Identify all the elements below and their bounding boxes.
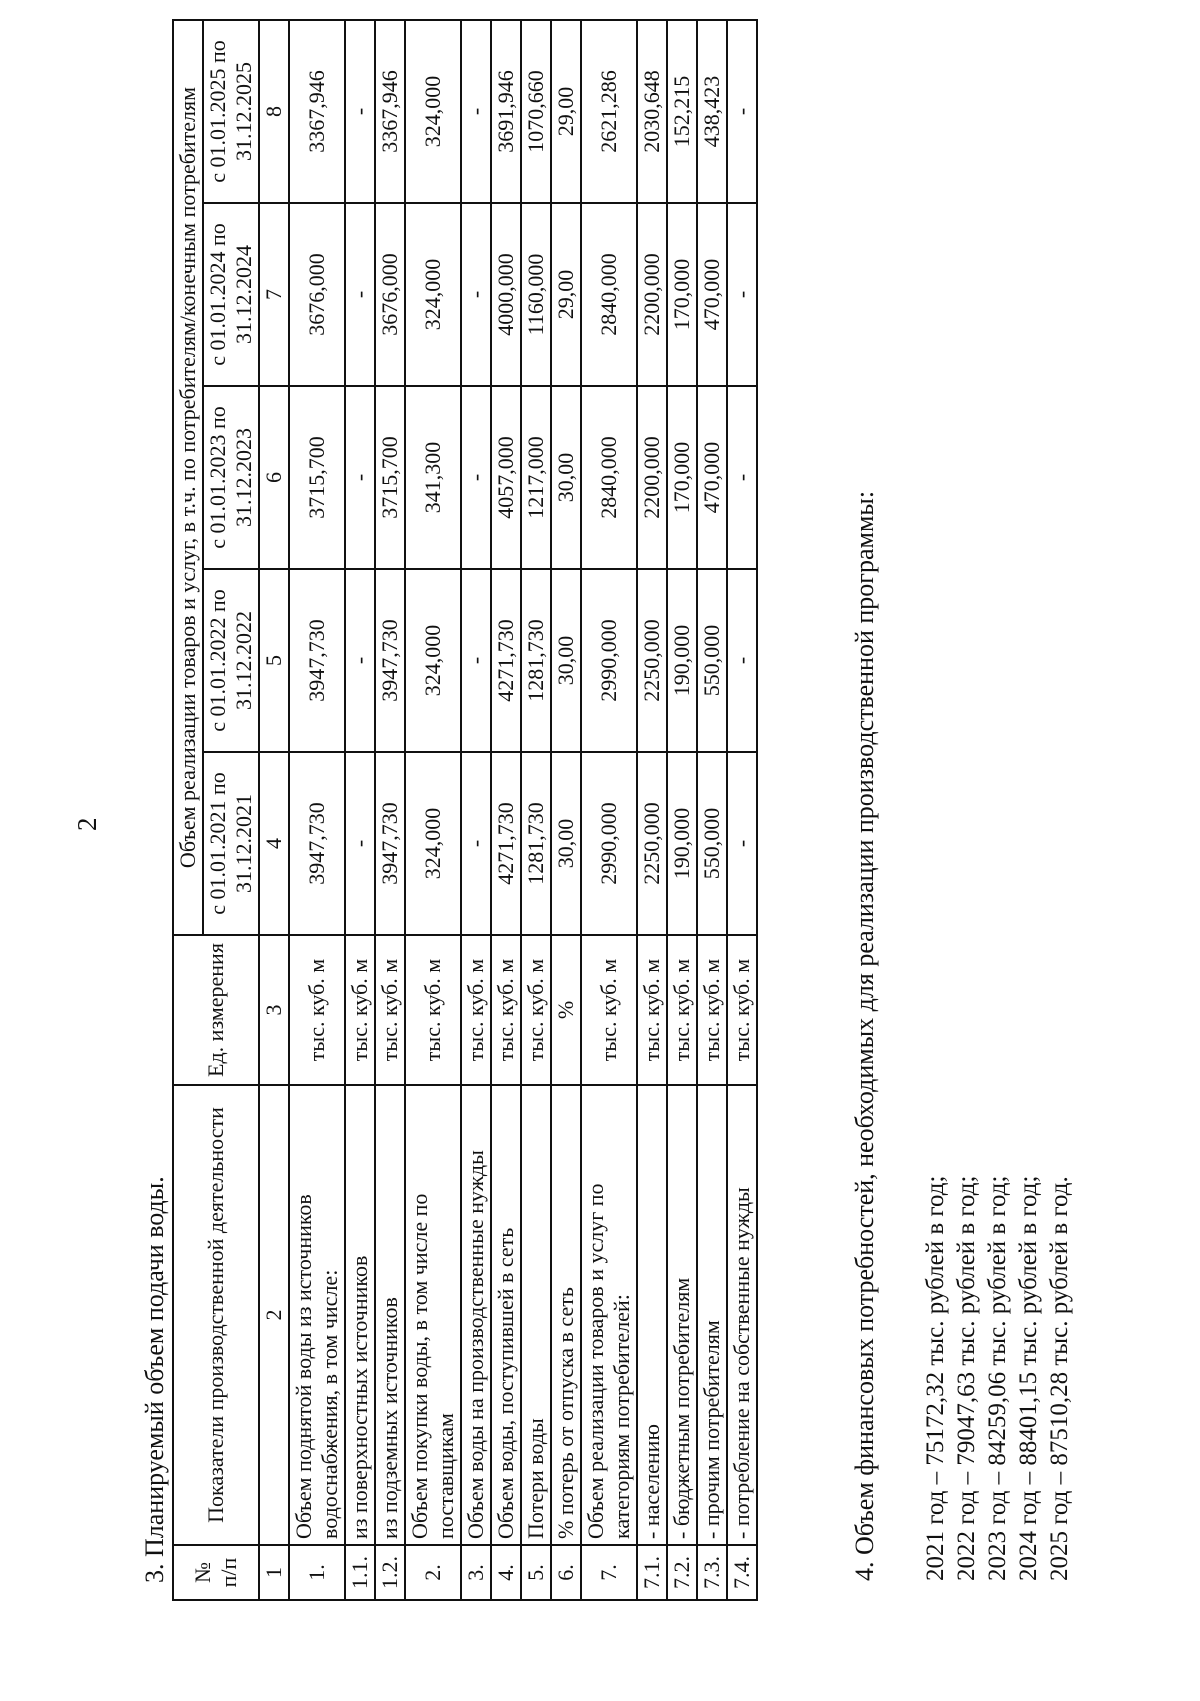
row-indicator: Объем воды, поступившей в сеть bbox=[491, 1085, 521, 1545]
row-value: 29,00 bbox=[551, 20, 581, 203]
row-unit: тыс. куб. м bbox=[461, 935, 491, 1085]
row-indicator: Объем воды на производственные нужды bbox=[461, 1085, 491, 1545]
row-value: 3947,730 bbox=[375, 752, 405, 935]
row-unit: тыс. куб. м bbox=[727, 935, 757, 1085]
row-value: 2030,648 bbox=[637, 20, 667, 203]
row-value: 30,00 bbox=[551, 569, 581, 752]
financial-needs-list bbox=[920, 1176, 1075, 1581]
table-row bbox=[637, 20, 667, 1600]
section-4-title: 4. Объем финансовых потребностей, необходимых для реализации производственной программы: bbox=[850, 490, 879, 1581]
table-row bbox=[521, 20, 551, 1600]
row-value: - bbox=[727, 203, 757, 386]
table-row bbox=[345, 20, 375, 1600]
row-unit: тыс. куб. м bbox=[637, 935, 667, 1085]
page-number: 2 bbox=[72, 817, 102, 831]
row-value: 1160,000 bbox=[521, 203, 551, 386]
row-value: 341,300 bbox=[405, 386, 461, 569]
financial-line-2021: 2021 год – 75172,32 тыс. рублей в год; bbox=[922, 1175, 949, 1581]
row-value: 3715,700 bbox=[289, 386, 345, 569]
table-body bbox=[289, 20, 757, 1600]
row-value: 2990,000 bbox=[581, 752, 637, 935]
row-unit: тыс. куб. м bbox=[375, 935, 405, 1085]
row-value: - bbox=[461, 203, 491, 386]
row-number: 6. bbox=[551, 1545, 581, 1600]
row-value: - bbox=[461, 20, 491, 203]
row-value: 3947,730 bbox=[375, 569, 405, 752]
row-indicator: Объем реализации товаров и услуг по категориям потребителей: bbox=[581, 1085, 637, 1545]
row-value: 3676,000 bbox=[289, 203, 345, 386]
row-indicator: Объем поднятой воды из источников водоснабжения, в том числе: bbox=[289, 1085, 345, 1545]
row-value: 2250,000 bbox=[637, 752, 667, 935]
table-row bbox=[461, 20, 491, 1600]
column-index: 7 bbox=[259, 203, 289, 386]
row-value: 152,215 bbox=[667, 20, 697, 203]
row-value: 1281,730 bbox=[521, 569, 551, 752]
row-number: 5. bbox=[521, 1545, 551, 1600]
table-row bbox=[405, 20, 461, 1600]
table-row bbox=[551, 20, 581, 1600]
row-number: 1.1. bbox=[345, 1545, 375, 1600]
row-number: 7.1. bbox=[637, 1545, 667, 1600]
column-index-row bbox=[259, 20, 289, 1600]
column-index: 6 bbox=[259, 386, 289, 569]
row-indicator: Потери воды bbox=[521, 1085, 551, 1545]
row-value: 4271,730 bbox=[491, 569, 521, 752]
row-indicator: Объем покупки воды, в том числе по поставщикам bbox=[405, 1085, 461, 1545]
row-number: 1.2. bbox=[375, 1545, 405, 1600]
row-value: 324,000 bbox=[405, 752, 461, 935]
row-value: 30,00 bbox=[551, 752, 581, 935]
row-indicator: из подземных источников bbox=[375, 1085, 405, 1545]
row-value: - bbox=[727, 752, 757, 935]
header-period-2021: с 01.01.2021 по 31.12.2021 bbox=[203, 752, 259, 935]
row-value: 324,000 bbox=[405, 569, 461, 752]
row-value: 2200,000 bbox=[637, 203, 667, 386]
row-value: 1070,660 bbox=[521, 20, 551, 203]
row-number: 7.4. bbox=[727, 1545, 757, 1600]
header-group: Объем реализации товаров и услуг, в т.ч. по потребителям/конечным потребителям bbox=[173, 20, 203, 935]
table-row bbox=[289, 20, 345, 1600]
row-value: 2990,000 bbox=[581, 569, 637, 752]
section-3-title: 3. Планируемый объем подачи воды. bbox=[140, 1176, 169, 1583]
financial-line-2023: 2023 год – 84259,06 тыс. рублей в год; bbox=[984, 1175, 1011, 1581]
row-value: 470,000 bbox=[697, 386, 727, 569]
header-period-2025: с 01.01.2025 по 31.12.2025 bbox=[203, 20, 259, 203]
row-number: 7. bbox=[581, 1545, 637, 1600]
row-value: 2621,286 bbox=[581, 20, 637, 203]
row-value: 2840,000 bbox=[581, 203, 637, 386]
row-value: 3676,000 bbox=[375, 203, 405, 386]
header-period-2024: с 01.01.2024 по 31.12.2024 bbox=[203, 203, 259, 386]
header-unit: Ед. измерения bbox=[173, 935, 259, 1085]
financial-line-2024: 2024 год – 88401,15 тыс. рублей в год; bbox=[1015, 1175, 1042, 1581]
row-value: 1281,730 bbox=[521, 752, 551, 935]
table-row bbox=[697, 20, 727, 1600]
table-row bbox=[667, 20, 697, 1600]
row-unit: тыс. куб. м bbox=[521, 935, 551, 1085]
row-number: 3. bbox=[461, 1545, 491, 1600]
row-indicator: - населению bbox=[637, 1085, 667, 1545]
row-value: 4271,730 bbox=[491, 752, 521, 935]
header-num: № п/п bbox=[173, 1545, 259, 1600]
row-value: 3367,946 bbox=[375, 20, 405, 203]
row-unit: % bbox=[551, 935, 581, 1085]
column-index: 1 bbox=[259, 1545, 289, 1600]
row-value: - bbox=[461, 386, 491, 569]
row-value: - bbox=[461, 569, 491, 752]
row-unit: тыс. куб. м bbox=[697, 935, 727, 1085]
row-unit: тыс. куб. м bbox=[581, 935, 637, 1085]
table-row bbox=[375, 20, 405, 1600]
column-index: 2 bbox=[259, 1085, 289, 1545]
financial-line-2022: 2022 год – 79047,63 тыс. рублей в год; bbox=[953, 1175, 980, 1581]
table-row bbox=[581, 20, 637, 1600]
row-number: 4. bbox=[491, 1545, 521, 1600]
row-unit: тыс. куб. м bbox=[491, 935, 521, 1085]
row-value: 170,000 bbox=[667, 386, 697, 569]
row-value: - bbox=[727, 569, 757, 752]
header-indicator: Показатели производственной деятельности bbox=[173, 1085, 259, 1545]
row-number: 2. bbox=[405, 1545, 461, 1600]
row-value: 1217,000 bbox=[521, 386, 551, 569]
row-value: 324,000 bbox=[405, 203, 461, 386]
row-value: 3715,700 bbox=[375, 386, 405, 569]
table-row bbox=[491, 20, 521, 1600]
row-value: 324,000 bbox=[405, 20, 461, 203]
row-value: - bbox=[345, 203, 375, 386]
row-value: 438,423 bbox=[697, 20, 727, 203]
row-value: 2200,000 bbox=[637, 386, 667, 569]
row-value: - bbox=[727, 20, 757, 203]
row-value: 190,000 bbox=[667, 752, 697, 935]
row-number: 7.3. bbox=[697, 1545, 727, 1600]
row-value: - bbox=[727, 386, 757, 569]
header-period-2022: с 01.01.2022 по 31.12.2022 bbox=[203, 569, 259, 752]
column-index: 4 bbox=[259, 752, 289, 935]
row-value: - bbox=[345, 20, 375, 203]
row-value: 190,000 bbox=[667, 569, 697, 752]
row-value: 3691,946 bbox=[491, 20, 521, 203]
row-value: 550,000 bbox=[697, 569, 727, 752]
row-number: 1. bbox=[289, 1545, 345, 1600]
row-value: 29,00 bbox=[551, 203, 581, 386]
row-value: - bbox=[345, 386, 375, 569]
header-period-2023: с 01.01.2023 по 31.12.2023 bbox=[203, 386, 259, 569]
row-value: 4057,000 bbox=[491, 386, 521, 569]
row-number: 7.2. bbox=[667, 1545, 697, 1600]
row-value: 3947,730 bbox=[289, 752, 345, 935]
row-value: 170,000 bbox=[667, 203, 697, 386]
row-indicator: из поверхностных источников bbox=[345, 1085, 375, 1545]
row-value: - bbox=[345, 569, 375, 752]
row-indicator: - прочим потребителям bbox=[697, 1085, 727, 1545]
financial-line-2025: 2025 год – 87510,28 тыс. рублей в год. bbox=[1046, 1176, 1073, 1581]
row-value: - bbox=[345, 752, 375, 935]
row-value: 470,000 bbox=[697, 203, 727, 386]
row-value: - bbox=[461, 752, 491, 935]
row-indicator: - потребление на собственные нужды bbox=[727, 1085, 757, 1545]
water-supply-table bbox=[172, 19, 758, 1601]
row-value: 2840,000 bbox=[581, 386, 637, 569]
row-indicator: - бюджетным потребителям bbox=[667, 1085, 697, 1545]
row-value: 3367,946 bbox=[289, 20, 345, 203]
row-unit: тыс. куб. м bbox=[667, 935, 697, 1085]
row-unit: тыс. куб. м bbox=[345, 935, 375, 1085]
column-index: 8 bbox=[259, 20, 289, 203]
table-row bbox=[727, 20, 757, 1600]
row-value: 30,00 bbox=[551, 386, 581, 569]
column-index: 5 bbox=[259, 569, 289, 752]
row-unit: тыс. куб. м bbox=[405, 935, 461, 1085]
column-index: 3 bbox=[259, 935, 289, 1085]
row-indicator: % потерь от отпуска в сеть bbox=[551, 1085, 581, 1545]
row-value: 550,000 bbox=[697, 752, 727, 935]
row-value: 2250,000 bbox=[637, 569, 667, 752]
row-value: 4000,000 bbox=[491, 203, 521, 386]
row-unit: тыс. куб. м bbox=[289, 935, 345, 1085]
row-value: 3947,730 bbox=[289, 569, 345, 752]
